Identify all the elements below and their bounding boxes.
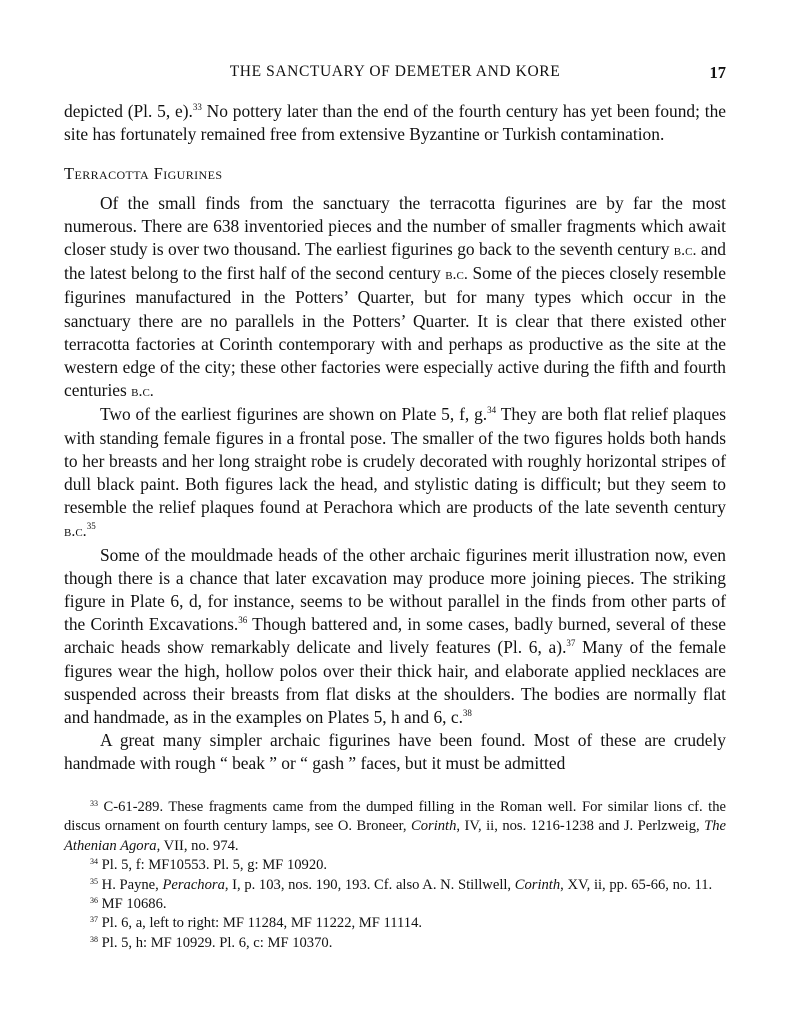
footnote-ref-34: 34 (487, 405, 497, 416)
footnote-number: 33 (90, 799, 98, 808)
page-number: 17 (709, 63, 726, 82)
footnote-33 (64, 798, 726, 856)
footnote-36 (64, 895, 726, 914)
footnote-ref-33: 33 (192, 102, 202, 112)
italic-title: The Athenian Agora (64, 818, 726, 854)
italic-title: Perachora (162, 876, 225, 893)
footnotes (64, 798, 726, 953)
paragraph-continued (64, 100, 726, 146)
section-heading: Terracotta Figurines (64, 164, 223, 184)
text-run: Pl. 5, f: MF10553. Pl. 5, g: MF 10920. (98, 857, 328, 874)
text-run: MF 10686. (98, 896, 167, 913)
text-run: and the latest belong to the first half of the second century (64, 239, 726, 284)
text-run: Some of the pieces closely resemble figurines manufactured in the Potters’ Quarter, but for many types which occur in the sanctuary there are no parallels in the Potters’ Quarter. It is clear that there existed other terracotta factories at Corinth contemporary with and perhaps as productive as the site at the western edge of the city; these other factories were especially active during the fifth and fourth centuries (64, 263, 726, 401)
text-run: , IV, ii, nos. 1216-1238 and J. Perlzweig, (456, 818, 705, 835)
paragraph (64, 192, 726, 404)
footnote-number: 35 (90, 876, 98, 886)
text-run: No pottery later than the end of the fourth century has yet been found; the site has fortunately remained free from extensive Byzantine or Turkish contamination. (64, 101, 726, 145)
paragraph (64, 544, 726, 730)
text-run: Pl. 6, a, left to right: MF 11284, MF 11222, MF 11114. (98, 915, 423, 932)
text-run: Though battered and, in some cases, badly burned, several of these archaic heads show remarkably delicate and lively features (Pl. 6, a). (64, 614, 726, 658)
footnote-38 (64, 934, 726, 953)
footnote-ref-35: 35 (86, 521, 96, 532)
text-run: C-61-289. These fragments came from the dumped filling in the Roman well. For similar lions cf. the discus ornament on fourth century lamps, see O. Broneer, (64, 799, 726, 835)
text-run: , I, p. 103, nos. 190, 193. Cf. also A. N. Stillwell, (224, 876, 515, 893)
footnote-37 (64, 914, 726, 933)
text-run: Many of the female figures wear the high, hollow polos over their thick hair, and elaborate applied necklaces are suspended across their breasts from flat disks at the shoulders. The bodies are normally flat and handmade, as in the examples on Plates 5, h and 6, c. (64, 637, 726, 728)
footnote-number: 38 (90, 934, 98, 944)
text-run: depicted (Pl. 5, e). (64, 101, 193, 121)
era-abbrev: b.c. (673, 242, 697, 260)
text-run: Some of the mouldmade heads of the other archaic figurines merit illustration now, even though there is a chance that later excavation may produce more joining pieces. The striking figure in Plate 6, d, for instance, seems to be without parallel in the finds from other parts of the Corinth Excavations. (64, 544, 726, 635)
footnote-number: 34 (90, 857, 98, 867)
italic-title: Corinth (411, 818, 457, 835)
footnote-ref-36: 36 (238, 615, 248, 626)
paragraph (64, 729, 726, 775)
footnote-35 (64, 876, 726, 895)
footnote-ref-38: 38 (462, 708, 472, 719)
text-run: , XV, ii, pp. 65-66, no. 11. (560, 876, 713, 893)
running-header (64, 63, 726, 85)
paragraph (64, 403, 726, 543)
text-run: A great many simpler archaic figurines have been found. Most of these are crudely handmade with rough “ beak ” or “ gash ” faces, but it must be admitted (64, 730, 726, 774)
text-run: Two of the earliest figurines are shown on Plate 5, f, g. (100, 404, 488, 425)
footnote-number: 37 (90, 915, 98, 925)
era-abbrev: b.c. (64, 523, 87, 541)
era-abbrev: b.c. (131, 383, 154, 401)
text-run: They are both flat relief plaques with standing female figures in a frontal pose. The smaller of the two figures holds both hands to her breasts and her long straight robe is crudely decorated with roughly horizontal stripes of dull black paint. Both figures lack the head, and stylistic dating is difficult; but they seem to resemble the relief plaques found at Perachora which are products of the late seventh century (64, 404, 726, 518)
text-run: H. Payne, (98, 876, 163, 893)
footnote-number: 36 (90, 896, 98, 906)
running-title: THE SANCTUARY OF DEMETER AND KORE (229, 63, 561, 80)
text-run: Of the small finds from the sanctuary the terracotta figurines are by far the most numerous. There are 638 inventoried pieces and the number of smaller fragments which await closer study is over two thousand. The earliest figurines go back to the seventh century (64, 192, 726, 260)
italic-title: Corinth (514, 876, 561, 893)
text-run: Pl. 5, h: MF 10929. Pl. 6, c: MF 10370. (98, 934, 333, 951)
footnote-34 (64, 856, 726, 875)
era-abbrev: b.c. (445, 266, 468, 284)
body-text (64, 100, 726, 776)
text-run: , VII, no. 974. (156, 837, 239, 854)
footnote-ref-37: 37 (566, 638, 576, 649)
